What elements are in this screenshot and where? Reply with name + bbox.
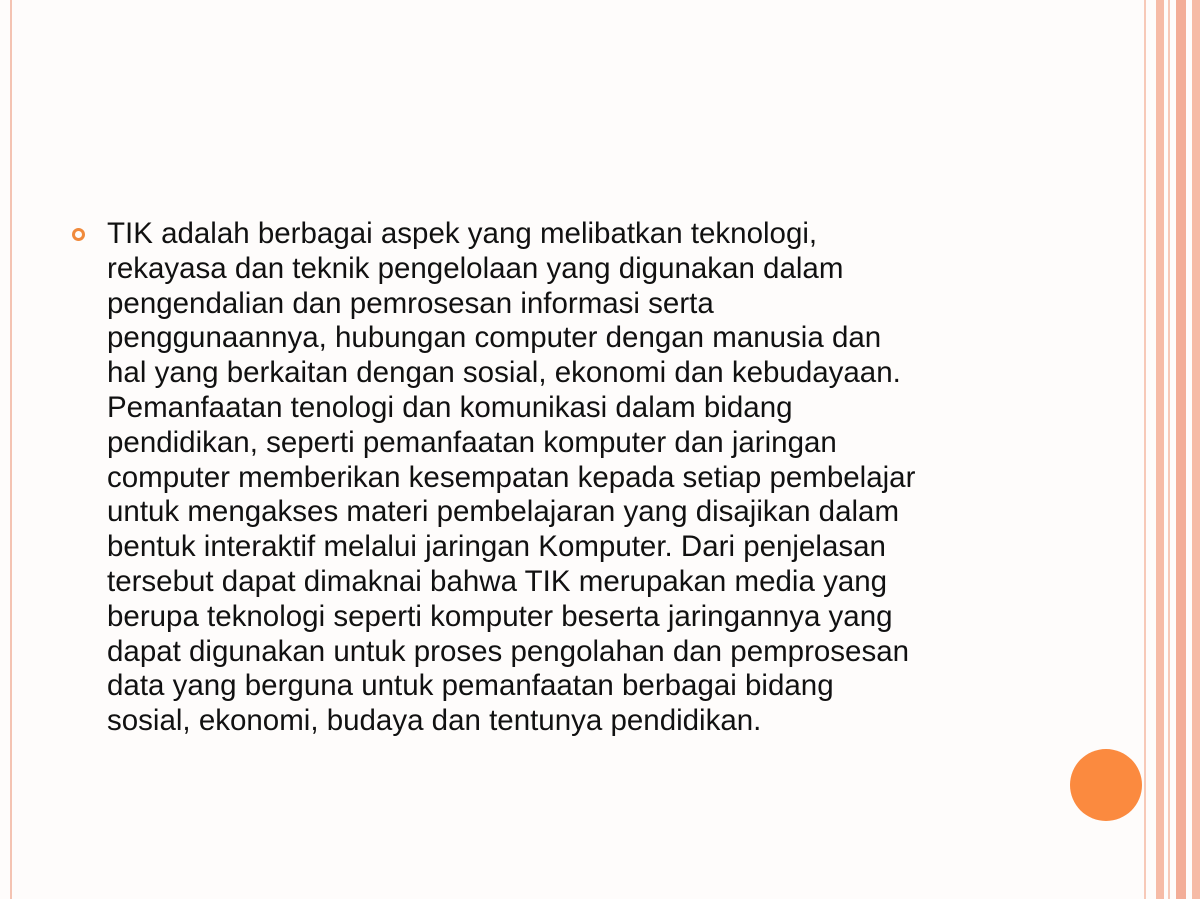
right-decorative-stripes [1144, 0, 1200, 899]
bullet-text [107, 217, 1037, 739]
text-line: rekayasa dan teknik pengelolaan yang digunakan dalam [107, 251, 844, 285]
orange-accent-circle [1070, 749, 1142, 821]
text-line: pengendalian dan pemrosesan informasi serta [107, 286, 714, 320]
stripe [1168, 0, 1170, 899]
left-border-rule [10, 0, 12, 899]
bullet-item [72, 217, 1052, 739]
text-line: dapat digunakan untuk proses pengolahan dan pemprosesan [107, 634, 910, 668]
text-line: tersebut dapat dimaknai bahwa TIK merupakan media yang [107, 564, 888, 598]
text-line: TIK adalah berbagai aspek yang melibatkan teknologi, [107, 217, 818, 250]
text-line: Pemanfaatan tenologi dan komunikasi dalam bidang [107, 390, 793, 424]
text-line: untuk mengakses materi pembelajaran yang disajikan dalam [107, 495, 900, 529]
stripe [1192, 0, 1200, 899]
stripe [1144, 0, 1146, 899]
text-line: data yang berguna untuk pemanfaatan berbagai bidang [107, 669, 834, 703]
hollow-circle-bullet-icon [72, 228, 85, 241]
stripe [1176, 0, 1186, 899]
stripe [1156, 0, 1164, 899]
text-line: bentuk interaktif melalui jaringan Komputer. Dari penjelasan [107, 530, 886, 564]
text-line: penggunaannya, hubungan computer dengan manusia dan [107, 321, 882, 355]
text-line: hal yang berkaitan dengan sosial, ekonomi dan kebudayaan. [107, 356, 901, 390]
text-line: berupa teknologi seperti komputer beserta jaringannya yang [107, 599, 893, 633]
text-line: computer memberikan kesempatan kepada setiap pembelajar [107, 460, 916, 494]
text-line: sosial, ekonomi, budaya dan tentunya pendidikan. [107, 704, 762, 738]
text-line: pendidikan, seperti pemanfaatan komputer dan jaringan [107, 425, 837, 459]
